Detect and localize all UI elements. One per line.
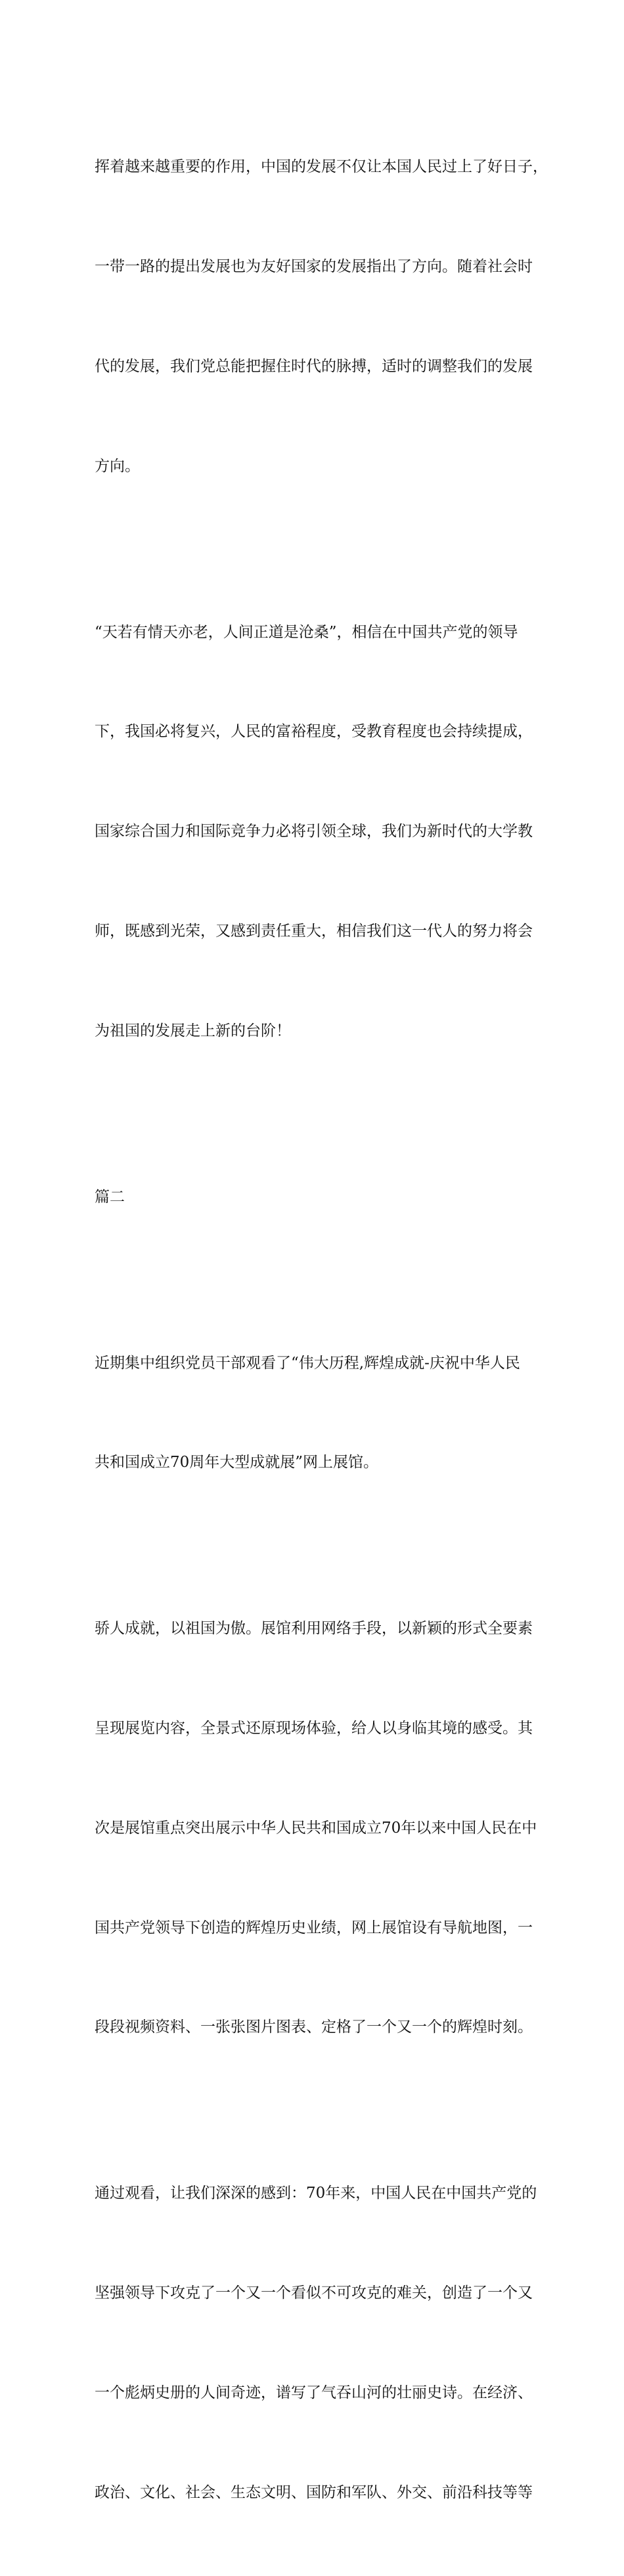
text-line: 骄人成就，以祖国为傲。展馆利用网络手段，以新颖的形式全要素 — [95, 1620, 533, 1638]
text-line: 国共产党领导下创造的辉煌历史业绩，网上展馆设有导航地图，一 — [95, 1919, 533, 1936]
text-line: 段段视频资料、一张张图片图表、定格了一个又一个的辉煌时刻。 — [95, 2019, 533, 2036]
text-line: 挥着越来越重要的作用，中国的发展不仅让本国人民过上了好日子， — [95, 158, 548, 176]
text-line: 下，我国必将复兴，人民的富裕程度，受教育程度也会持续提成， — [95, 723, 533, 741]
paragraph-poem-quote — [95, 549, 533, 1114]
text-line: 呈现展览内容，全景式还原现场体验，给人以身临其境的感受。其 — [95, 1720, 533, 1737]
text-line: 坚强领导下攻克了一个又一个看似不可攻克的难关，创造了一个又 — [95, 2284, 533, 2302]
text-line: 师，既感到光荣，又感到责任重大，相信我们这一代人的努力将会 — [95, 922, 533, 940]
section-heading — [95, 1114, 533, 1280]
paragraph-reflection — [95, 2110, 537, 2575]
paragraph-exhibition-content — [95, 1546, 537, 2110]
text-line: 代的发展，我们党总能把握住时代的脉搏，适时的调整我们的发展 — [95, 357, 533, 375]
paragraph-development-direction — [95, 84, 548, 549]
text-line: 一带一路的提出发展也为友好国家的发展指出了方向。随着社会时 — [95, 257, 533, 275]
text-line: 共和国成立70周年大型成就展”网上展馆。 — [95, 1454, 379, 1472]
paragraph-exhibition-intro — [95, 1280, 533, 1546]
text-line: 为祖国的发展走上新的台阶！ — [95, 1022, 291, 1039]
text-line: 一个彪炳史册的人间奇迹，谱写了气吞山河的壮丽史诗。在经济、 — [95, 2384, 533, 2401]
section-heading-text: 篇二 — [95, 1188, 125, 1206]
text-line: 政治、文化、社会、生态文明、国防和军队、外交、前沿科技等等 — [95, 2483, 533, 2501]
text-line: 通过观看，让我们深深的感到：70年来，中国人民在中国共产党的 — [95, 2185, 537, 2202]
text-line: 国家综合国力和国际竞争力必将引领全球，我们为新时代的大学教 — [95, 823, 533, 840]
text-line: 方向。 — [95, 457, 140, 475]
text-line: “天若有情天亦老，人间正道是沧桑”，相信在中国共产党的领导 — [95, 623, 518, 641]
text-line: 次是展馆重点突出展示中华人民共和国成立70年以来中国人民在中 — [95, 1819, 537, 1837]
document-body — [95, 84, 548, 2576]
text-line: 近期集中组织党员干部观看了“伟大历程,辉煌成就-庆祝中华人民 — [95, 1354, 520, 1372]
